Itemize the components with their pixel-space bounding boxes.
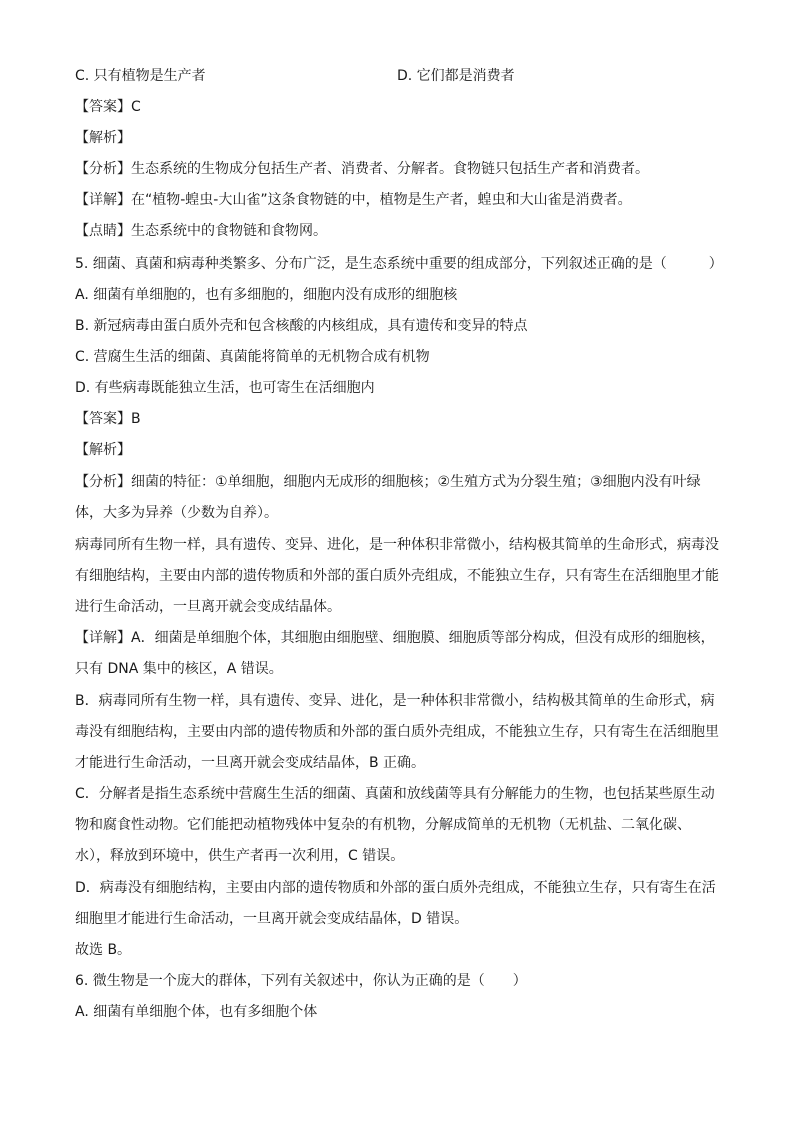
q5-virus-line-3: 进行生命活动，一旦离开就会变成结晶体。 bbox=[75, 599, 341, 615]
q5-detail-b-line-1: B．病毒同所有生物一样，具有遗传、变异、进化，是一种体积非常微小，结构极其简单的生命形式，病 bbox=[75, 693, 715, 709]
q6-stem: 6. 微生物是一个庞大的群体，下列有关叙述中，你认为正确的是（ ） bbox=[75, 973, 527, 989]
q5-fenxi-line-1: 【分析】细菌的特征：①单细胞，细胞内无成形的细胞核；②生殖方式为分裂生殖；③细胞内没有叶绿 bbox=[75, 474, 701, 490]
q5-conclusion: 故选 B。 bbox=[75, 942, 132, 958]
question-4-options bbox=[75, 66, 515, 86]
q4-fenxi: 【分析】生态系统的生物成分包括生产者、消费者、分解者。食物链只包括生产者和消费者。 bbox=[75, 161, 649, 177]
q5-detail-b-line-2: 毒没有细胞结构，主要由内部的遗传物质和外部的蛋白质外壳组成，不能独立生存，只有寄生在活细胞里 bbox=[75, 724, 719, 740]
q5-detail-d-line-1: D．病毒没有细胞结构，主要由内部的遗传物质和外部的蛋白质外壳组成，不能独立生存，只有寄生在活 bbox=[75, 880, 716, 896]
option-c: C. 只有植物是生产者 bbox=[75, 68, 206, 84]
q5-detail-c-line-3: 水），释放到环境中，供生产者再一次利用，C 错误。 bbox=[75, 848, 405, 864]
q5-virus-line-1: 病毒同所有生物一样，具有遗传、变异、进化，是一种体积非常微小，结构极其简单的生命形式，病毒没 bbox=[75, 537, 719, 553]
q5-detail-c-line-2: 物和腐食性动物。它们能把动植物残体中复杂的有机物，分解成简单的无机物（无机盐、二氧化碳、 bbox=[75, 817, 691, 833]
option-d: D. 它们都是消费者 bbox=[397, 68, 515, 84]
q5-option-d: D. 有些病毒既能独立生活，也可寄生在活细胞内 bbox=[75, 380, 375, 396]
q5-analysis-heading: 【解析】 bbox=[75, 442, 131, 458]
q5-detail-b-line-3: 才能进行生命活动，一旦离开就会变成结晶体，B 正确。 bbox=[75, 755, 426, 771]
q5-fenxi-line-2: 体，大多为异养（少数为自养）。 bbox=[75, 505, 278, 521]
q5-option-c: C. 营腐生生活的细菌、真菌能将简单的无机物合成有机物 bbox=[75, 349, 430, 365]
q5-detail-d-line-2: 细胞里才能进行生命活动，一旦离开就会变成结晶体，D 错误。 bbox=[75, 911, 469, 927]
q5-option-a: A. 细菌有单细胞的，也有多细胞的，细胞内没有成形的细胞核 bbox=[75, 287, 458, 303]
q5-answer: 【答案】B bbox=[75, 411, 141, 427]
q5-option-b: B. 新冠病毒由蛋白质外壳和包含核酸的内核组成，具有遗传和变异的特点 bbox=[75, 318, 528, 334]
q5-detail-a-line-2: 只有 DNA 集中的核区，A 错误。 bbox=[75, 661, 283, 677]
q6-option-a: A. 细菌有单细胞个体，也有多细胞个体 bbox=[75, 1004, 318, 1020]
q5-virus-line-2: 有细胞结构，主要由内部的遗传物质和外部的蛋白质外壳组成，不能独立生存，只有寄生在活细胞里才能 bbox=[75, 568, 719, 584]
q5-stem: 5. 细菌、真菌和病毒种类繁多、分布广泛，是生态系统中重要的组成部分，下列叙述正确的是（ ） bbox=[75, 256, 723, 272]
q4-answer: 【答案】C bbox=[75, 99, 141, 115]
q4-analysis-heading: 【解析】 bbox=[75, 130, 131, 146]
q5-detail-a-line-1: 【详解】A．细菌是单细胞个体，其细胞由细胞壁、细胞膜、细胞质等部分构成，但没有成形的细胞核， bbox=[75, 630, 715, 646]
q5-detail-c-line-1: C．分解者是指生态系统中营腐生生活的细菌、真菌和放线菌等具有分解能力的生物，也包括某些原生动 bbox=[75, 786, 715, 802]
q4-xiangjie: 【详解】在“植物-蝗虫-大山雀”这条食物链的中，植物是生产者，蝗虫和大山雀是消费者。 bbox=[75, 192, 632, 208]
q4-dianjing: 【点睛】生态系统中的食物链和食物网。 bbox=[75, 223, 327, 239]
